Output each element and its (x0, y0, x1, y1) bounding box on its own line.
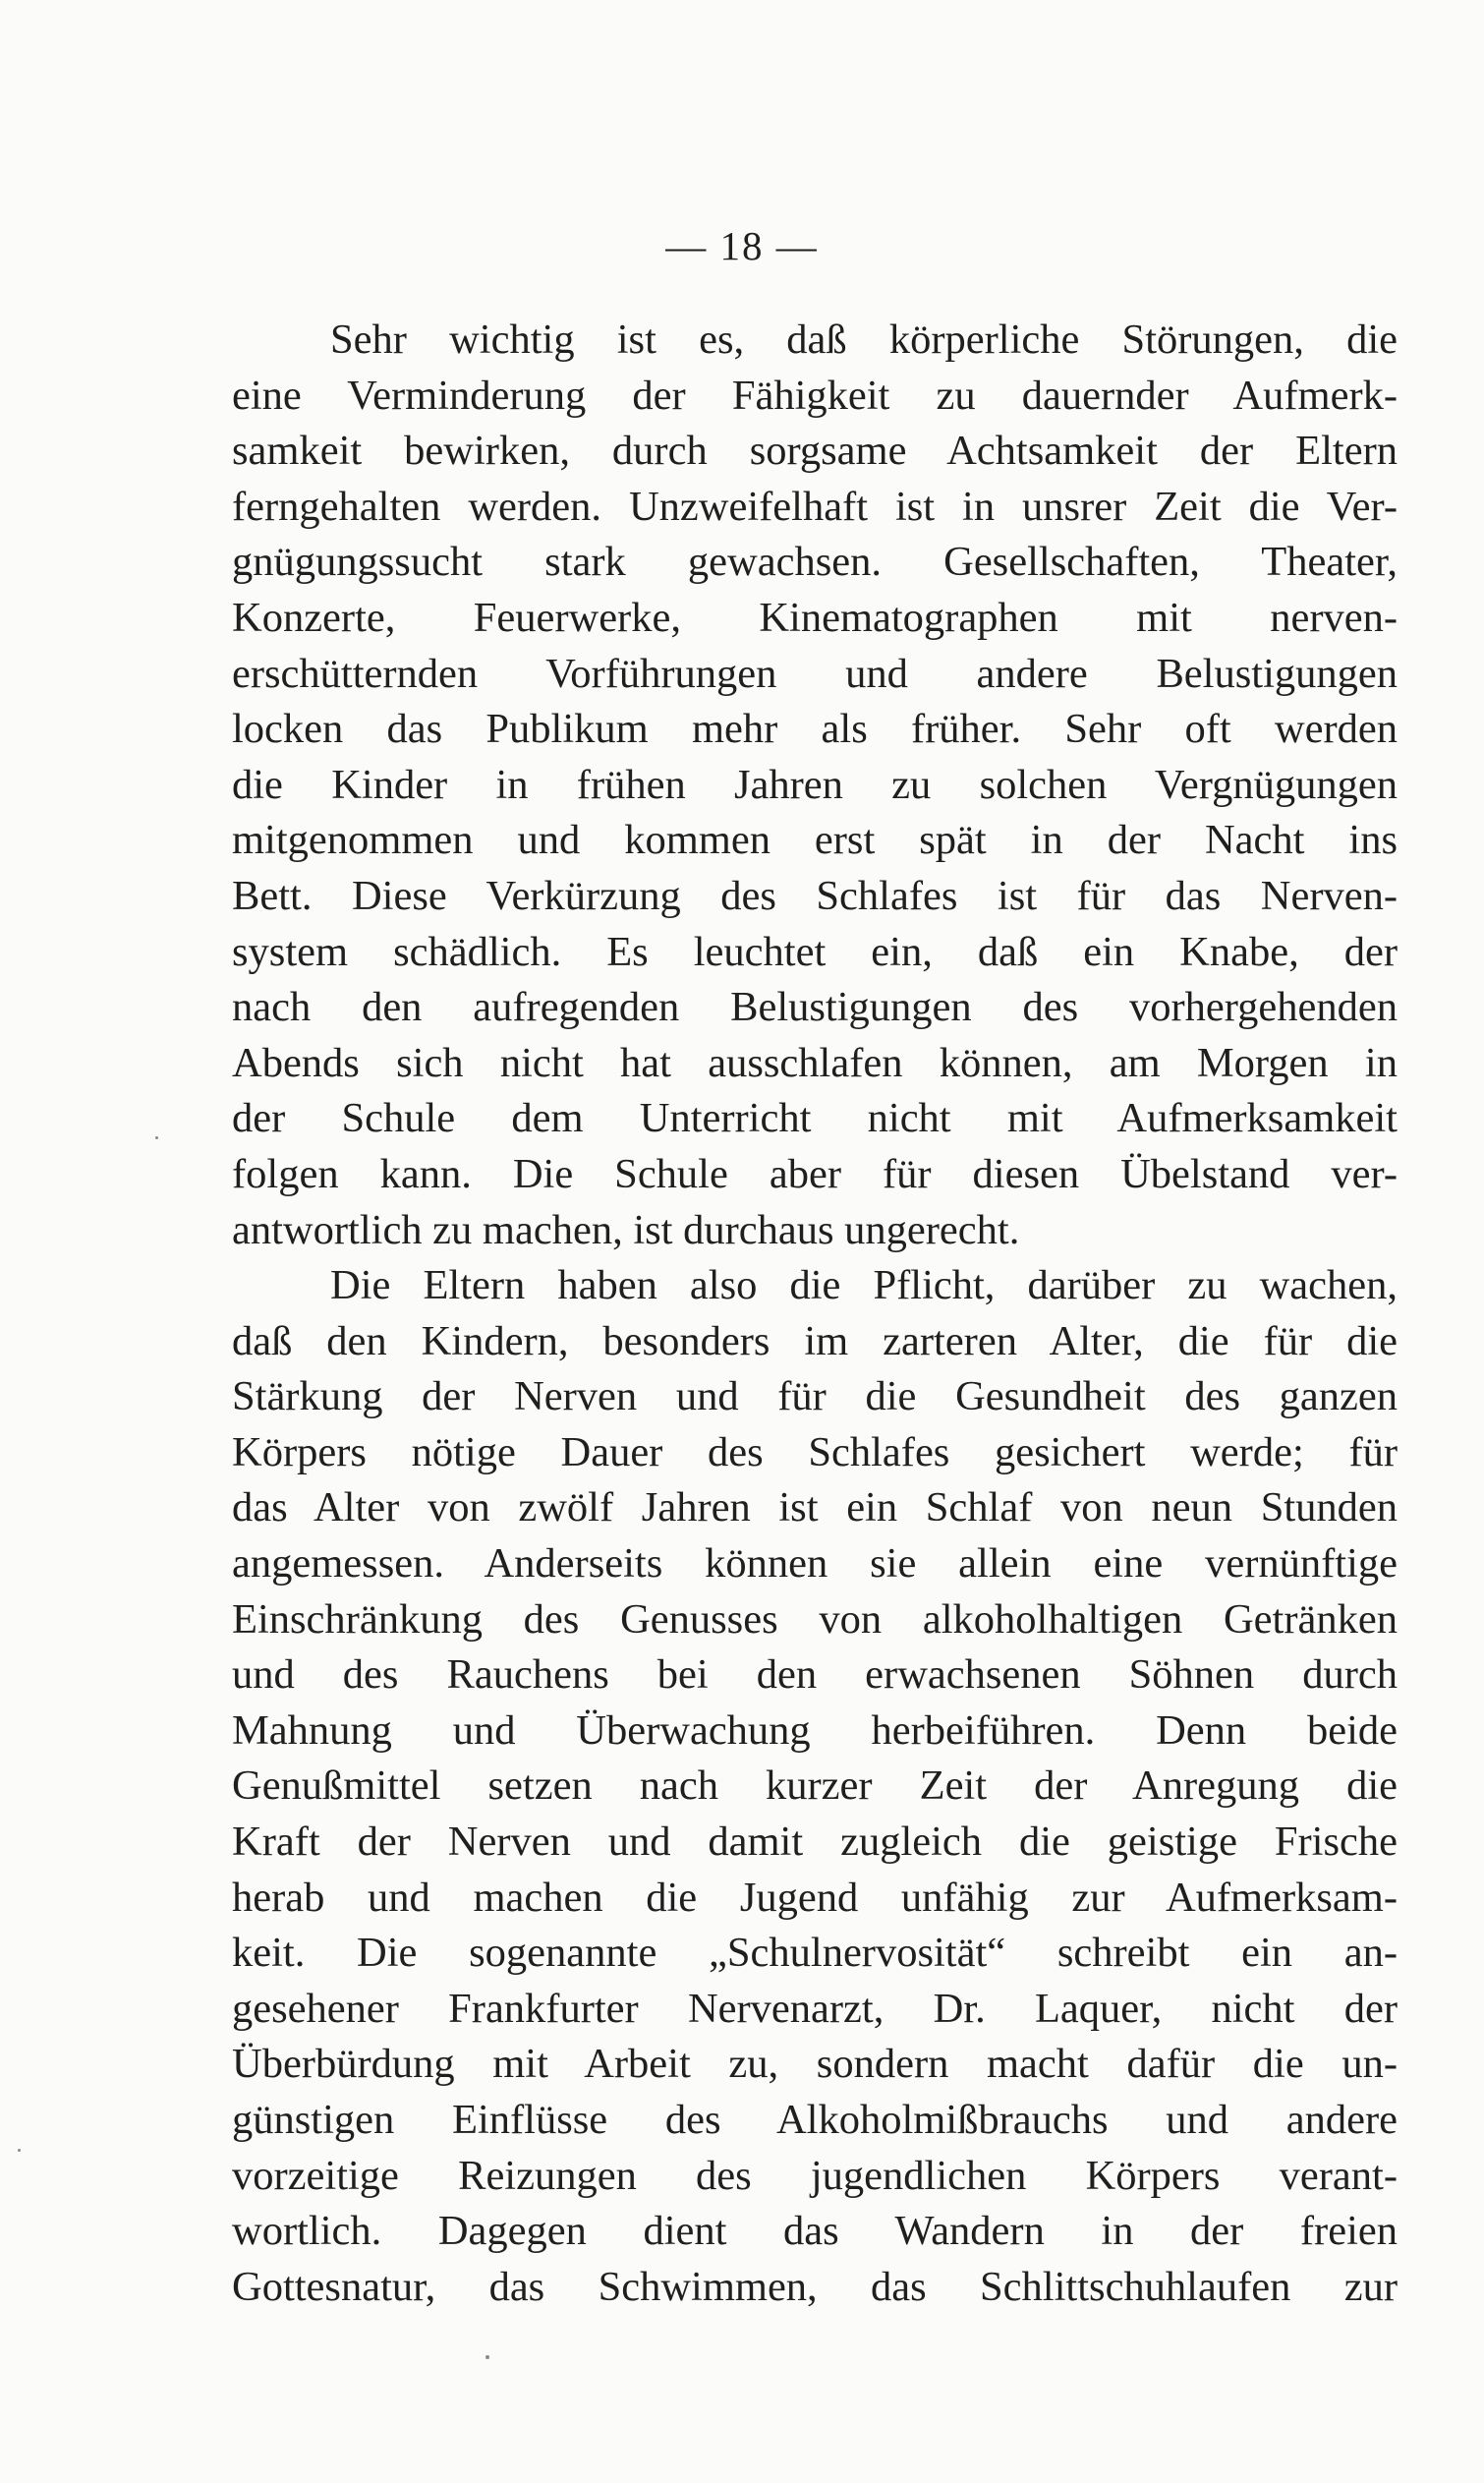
text-line: die Kinder in frühen Jahren zu solchen Vergnügungen (232, 761, 1398, 808)
text-line: Mahnung und Überwachung herbeiführen. Denn beide (232, 1706, 1398, 1754)
text-line: gnügungssucht stark gewachsen. Gesellschaften, Theater, (232, 539, 1398, 586)
text-line: folgen kann. Die Schule aber für diesen Übelstand ver- (232, 1150, 1398, 1197)
text-line: Überbürdung mit Arbeit zu, sondern macht dafür die un- (232, 2041, 1398, 2088)
text-line: Abends sich nicht hat ausschlafen können, am Morgen in (232, 1039, 1398, 1086)
text-line: Gottesnatur, das Schwimmen, das Schlittschuhlaufen zur (232, 2263, 1398, 2310)
text-line: herab und machen die Jugend unfähig zur Aufmerksam- (232, 1874, 1398, 1921)
paper-speck (485, 2355, 489, 2359)
text-line: nach den aufregenden Belustigungen des vorhergehenden (232, 984, 1398, 1031)
text-line: eine Verminderung der Fähigkeit zu dauernder Aufmerk- (232, 372, 1398, 419)
text-line: Genußmittel setzen nach kurzer Zeit der Anregung die (232, 1762, 1398, 1810)
text-line: Die Eltern haben also die Pflicht, darüber zu wachen, (330, 1262, 1398, 1309)
body-text (232, 313, 1398, 2315)
page-number: — 18 — (665, 223, 819, 268)
text-line: Körpers nötige Dauer des Schlafes gesichert werde; für (232, 1428, 1398, 1475)
paragraph-1 (232, 313, 1398, 1258)
text-line: und des Rauchens bei den erwachsenen Söhnen durch (232, 1651, 1398, 1699)
text-line: Kraft der Nerven und damit zugleich die geistige Frische (232, 1819, 1398, 1866)
text-line: das Alter von zwölf Jahren ist ein Schlaf von neun Stunden (232, 1484, 1398, 1531)
text-line: Konzerte, Feuerwerke, Kinematographen mit nerven- (232, 594, 1398, 641)
text-line: locken das Publikum mehr als früher. Sehr oft werden (232, 706, 1398, 753)
paragraph-2 (232, 1258, 1398, 2315)
text-line: mitgenommen und kommen erst spät in der Nacht ins (232, 817, 1398, 864)
text-line: der Schule dem Unterricht nicht mit Aufmerksamkeit (232, 1095, 1398, 1142)
text-line: vorzeitige Reizungen des jugendlichen Körpers verant- (232, 2152, 1398, 2199)
text-line: ferngehalten werden. Unzweifelhaft ist in unsrer Zeit die Ver- (232, 483, 1398, 530)
text-line: angemessen. Anderseits können sie allein eine vernünftige (232, 1540, 1398, 1588)
text-line: erschütternden Vorführungen und andere Belustigungen (232, 650, 1398, 697)
text-line: Bett. Diese Verkürzung des Schlafes ist für das Nerven- (232, 872, 1398, 919)
paper-speck (18, 2149, 21, 2152)
text-line: keit. Die sogenannte „Schulnervosität“ schreibt ein an- (232, 1930, 1398, 1977)
text-line: wortlich. Dagegen dient das Wandern in der freien (232, 2208, 1398, 2255)
text-line: Einschränkung des Genusses von alkoholhaltigen Getränken (232, 1595, 1398, 1643)
text-line: samkeit bewirken, durch sorgsame Achtsamkeit der Eltern (232, 428, 1398, 475)
text-line: Stärkung der Nerven und für die Gesundheit des ganzen (232, 1373, 1398, 1420)
paper-speck (155, 1136, 158, 1139)
text-line: system schädlich. Es leuchtet ein, daß ein Knabe, der (232, 928, 1398, 975)
text-line: günstigen Einflüsse des Alkoholmißbrauchs und andere (232, 2097, 1398, 2143)
text-line: gesehener Frankfurter Nervenarzt, Dr. Laquer, nicht der (232, 1985, 1398, 2032)
text-line: daß den Kindern, besonders im zarteren Alter, die für die (232, 1317, 1398, 1364)
text-line: antwortlich zu machen, ist durchaus ungerecht. (232, 1206, 1020, 1253)
text-line: Sehr wichtig ist es, daß körperliche Störungen, die (330, 317, 1398, 363)
